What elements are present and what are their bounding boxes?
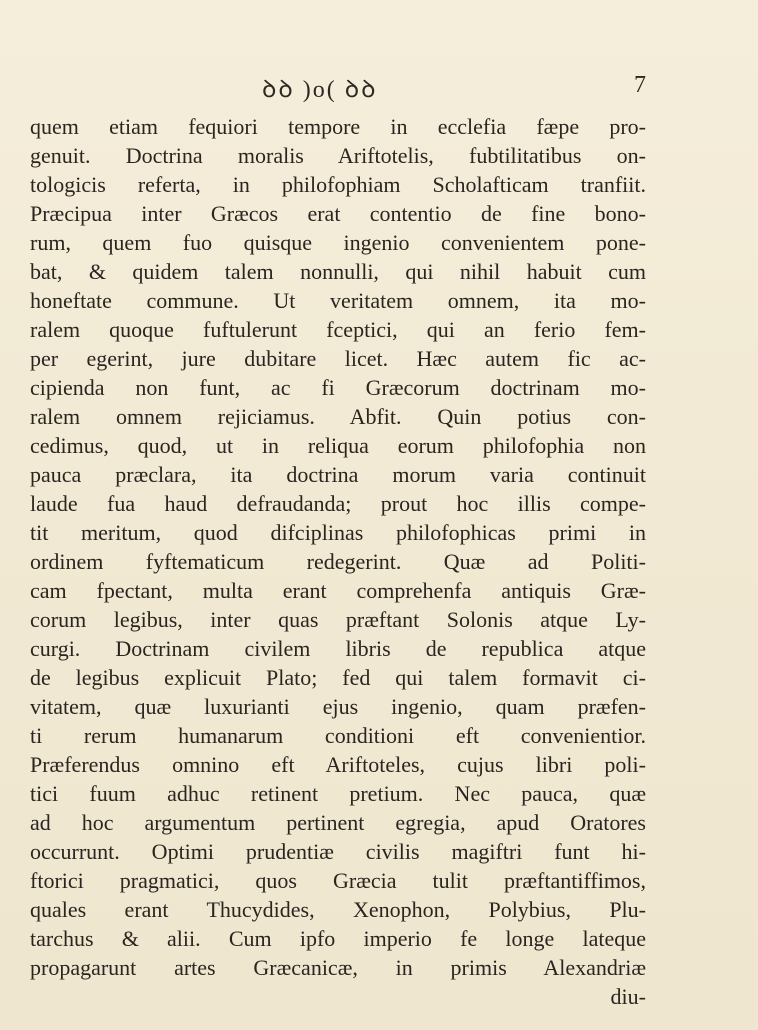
header-ornament: ꝺꝺ )o( ꝺꝺ xyxy=(262,77,378,103)
text-line: tit meritum, quod difciplinas philofophicas primi in xyxy=(30,520,646,545)
text-line: curgi. Doctrinam civilem libris de republica atque xyxy=(30,636,646,661)
text-line: Præferendus omnino eft Ariftoteles, cujus libri poli- xyxy=(30,752,646,777)
text-line: ftorici pragmatici, quos Græcia tulit præftantiffimos, xyxy=(30,868,646,893)
text-line: ordinem fyftematicum redegerint. Quæ ad Politi- xyxy=(30,549,646,574)
text-line: corum legibus, inter quas præftant Solonis atque Ly- xyxy=(30,607,646,632)
text-line: laude fua haud defraudanda; prout hoc illis compe- xyxy=(30,491,646,516)
text-line: de legibus explicuit Plato; fed qui talem formavit ci- xyxy=(30,665,646,690)
text-line: ti rerum humanarum conditioni eft convenientior. xyxy=(30,723,646,748)
text-line: pauca præclara, ita doctrina morum varia continuit xyxy=(30,462,646,487)
text-line: ralem omnem rejiciamus. Abfit. Quin potius con- xyxy=(30,404,646,429)
text-line: quem etiam fequiori tempore in ecclefia fæpe pro- xyxy=(30,114,646,139)
text-line: cam fpectant, multa erant comprehenfa antiquis Græ- xyxy=(30,578,646,603)
catchword: diu- xyxy=(610,984,646,1009)
text-line: ralem quoque fuftulerunt fceptici, qui an ferio fem- xyxy=(30,317,646,342)
text-line: ad hoc argumentum pertinent egregia, apud Oratores xyxy=(30,810,646,835)
text-line: per egerint, jure dubitare licet. Hæc autem fic ac- xyxy=(30,346,646,371)
text-line: quales erant Thucydides, Xenophon, Polybius, Plu- xyxy=(30,897,646,922)
text-line: propagarunt artes Græcanicæ, in primis Alexandriæ xyxy=(30,955,646,980)
text-line: tici fuum adhuc retinent pretium. Nec pauca, quæ xyxy=(30,781,646,806)
body-text xyxy=(30,112,646,1011)
text-line: honeftate commune. Ut veritatem omnem, ita mo- xyxy=(30,288,646,313)
text-line: occurrunt. Optimi prudentiæ civilis magiftri funt hi- xyxy=(30,839,646,864)
text-line: cedimus, quod, ut in reliqua eorum philofophia non xyxy=(30,433,646,458)
text-line: tarchus & alii. Cum ipfo imperio fe longe lateque xyxy=(30,926,646,951)
text-line: rum, quem fuo quisque ingenio convenientem pone- xyxy=(30,230,646,255)
text-line: Præcipua inter Græcos erat contentio de fine bono- xyxy=(30,201,646,226)
text-line: genuit. Doctrina moralis Ariftotelis, fubtilitatibus on- xyxy=(30,143,646,168)
page-number: 7 xyxy=(634,72,646,98)
text-line: cipienda non funt, ac fi Græcorum doctrinam mo- xyxy=(30,375,646,400)
text-line: tologicis referta, in philofophiam Scholafticam tranfiit. xyxy=(30,172,646,197)
text-line: bat, & quidem talem nonnulli, qui nihil habuit cum xyxy=(30,259,646,284)
text-line: vitatem, quæ luxurianti ejus ingenio, quam præfen- xyxy=(30,694,646,719)
